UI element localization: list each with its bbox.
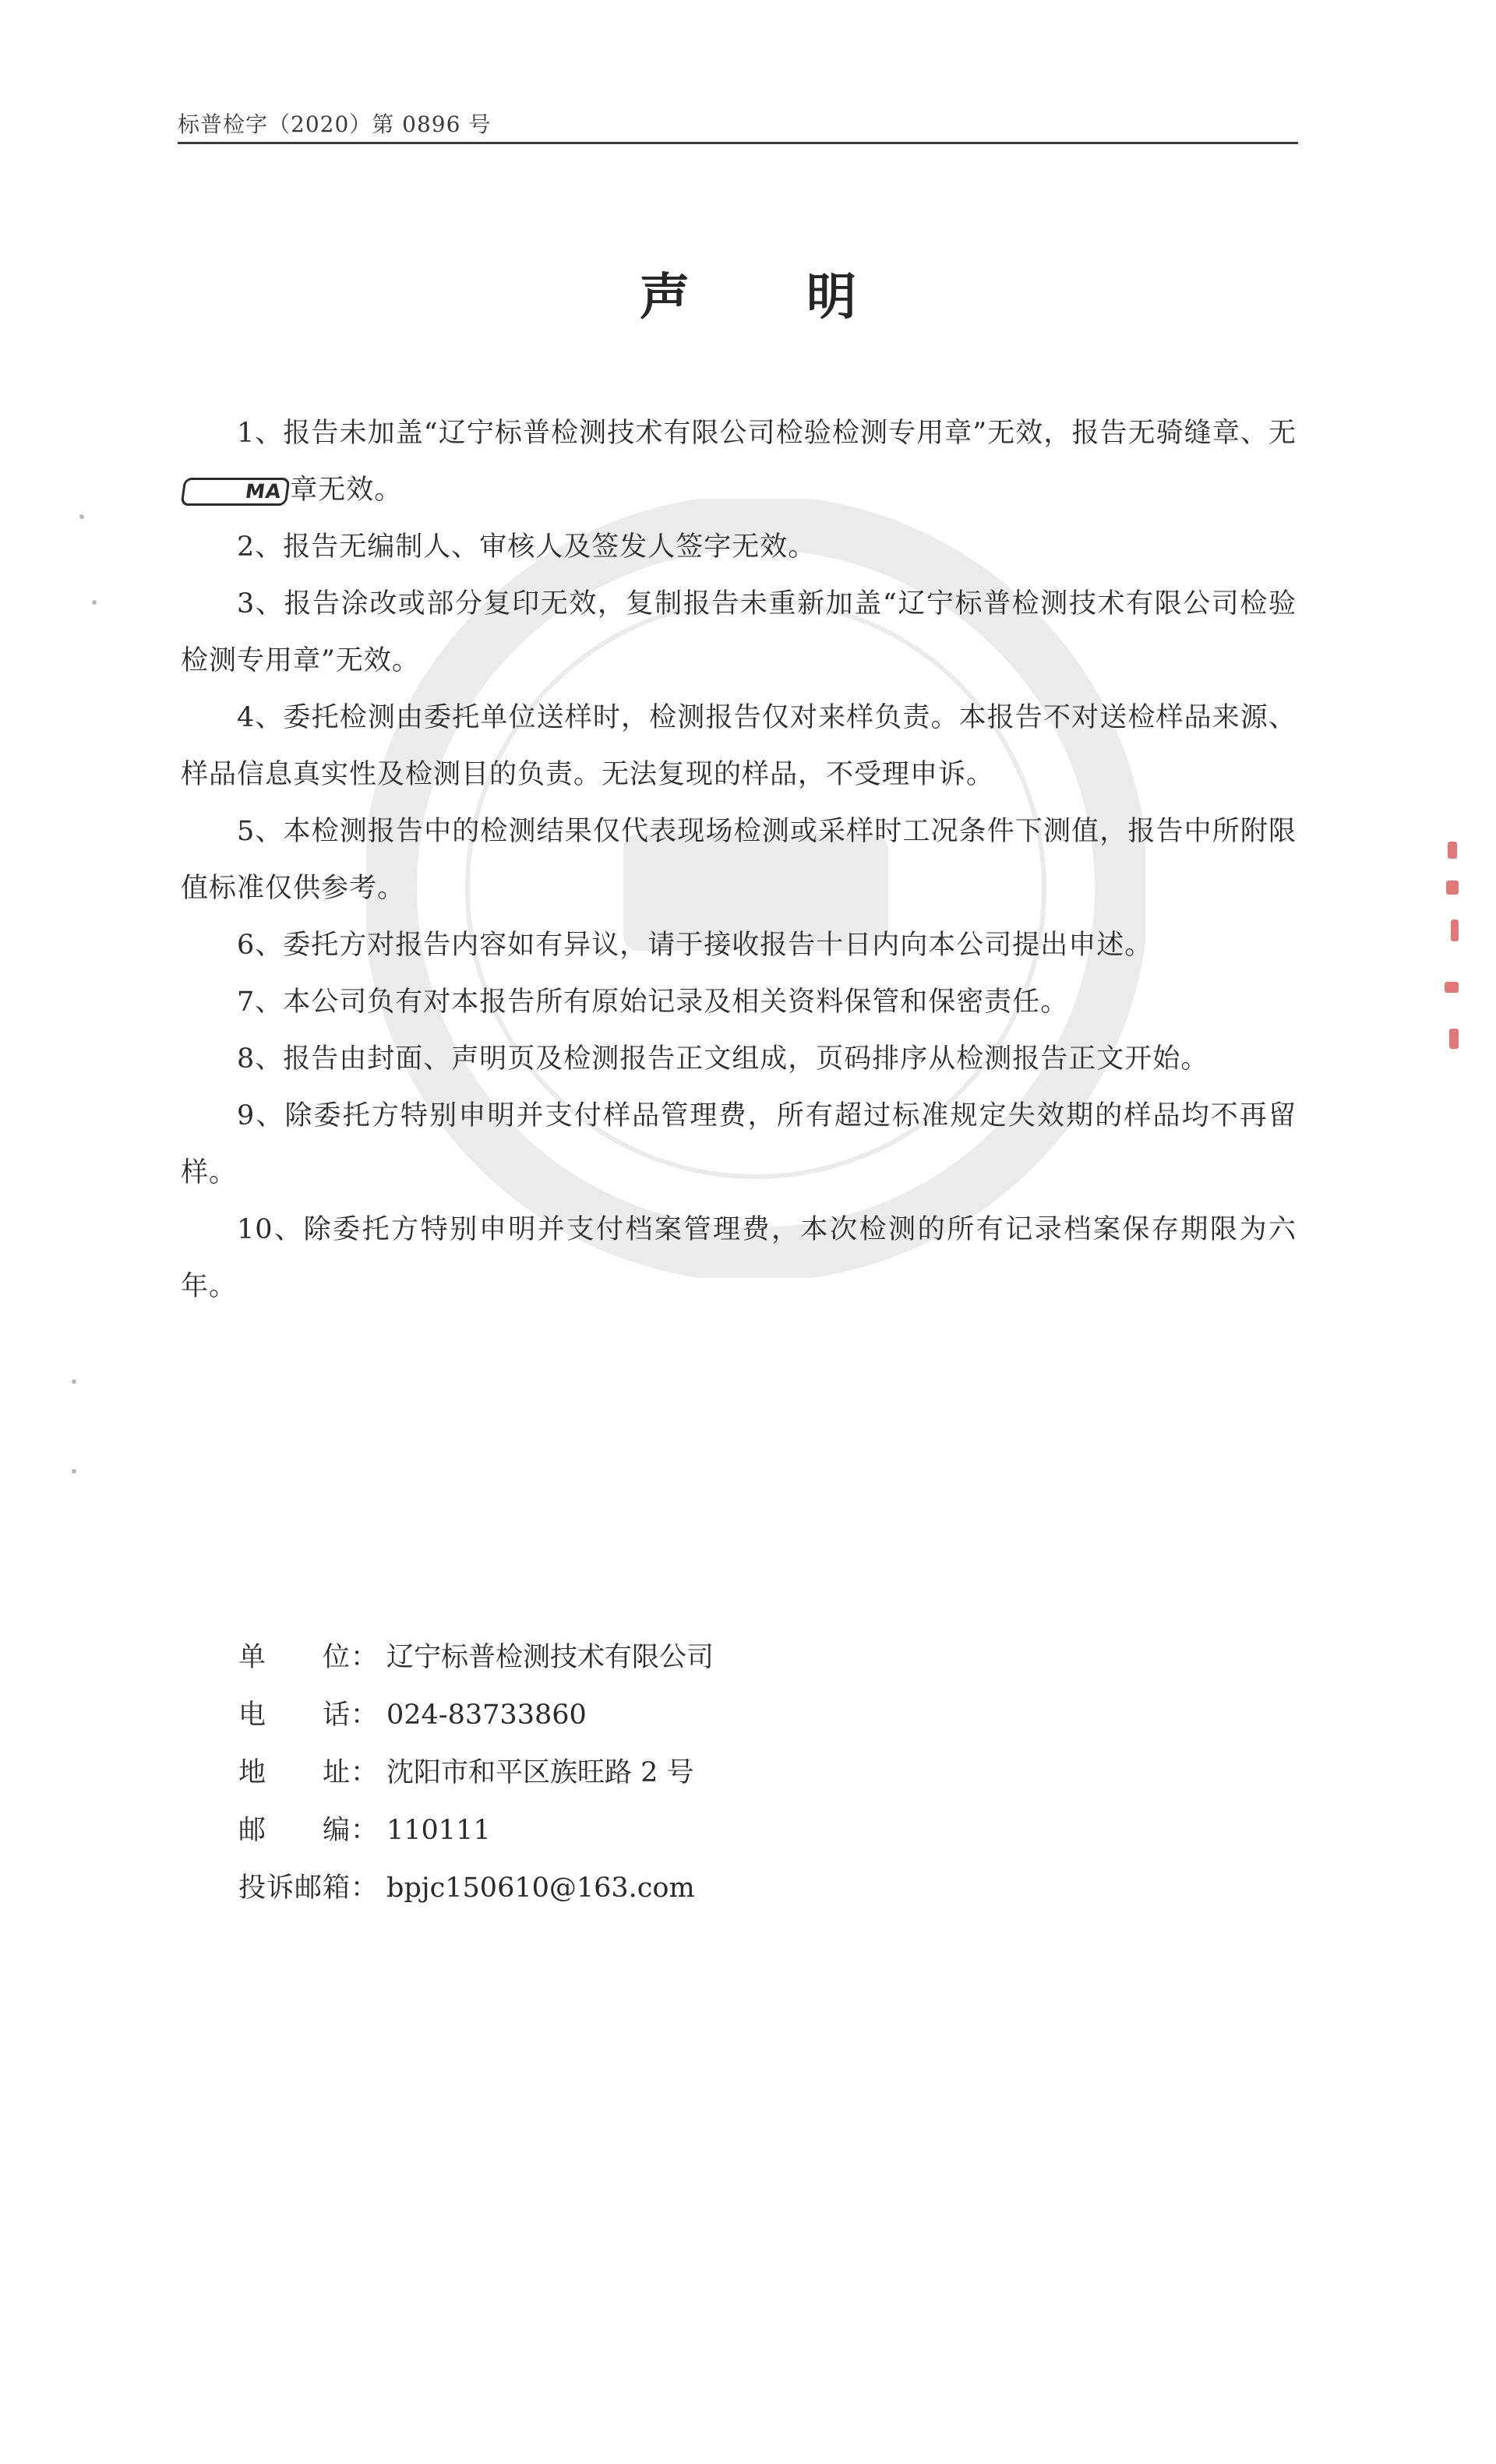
contact-info [238,1629,1173,1917]
statement-10: 10、除委托方特别申明并支付档案管理费，本次检测的所有记录档案保存期限为六年。 [181,1214,1297,1302]
statement-1-text: 1、报告未加盖“辽宁标普检测技术有限公司检验检测专用章”无效，报告无骑缝章、无 [237,418,1297,449]
statement-1 [181,405,1297,519]
header-divider [178,142,1298,144]
scan-speck [92,600,97,605]
statement-8: 8、报告由封面、声明页及检测报告正文组成，页码排序从检测报告正文开始。 [237,1043,1209,1075]
contact-email [238,1859,1173,1917]
statement-4: 4、委托检测由委托单位送样时，检测报告仅对来样负责。本报告不对送检样品来源、样品信息真实性及检测目的负责。无法复现的样品，不受理申诉。 [181,702,1297,790]
statement-5: 5、本检测报告中的检测结果仅代表现场检测或采样时工况条件下测值，报告中所附限值标准仅供参考。 [181,816,1297,904]
scan-speck [72,1379,76,1384]
contact-postcode-label: 邮 编： [238,1815,379,1846]
statement-7: 7、本公司负有对本报告所有原始记录及相关资料保管和保密责任。 [237,987,1069,1018]
contact-address-value: 沈阳市和平区族旺路 2 号 [386,1757,694,1788]
contact-postcode-value: 110111 [386,1815,491,1846]
scan-speck [72,1469,76,1474]
contact-unit-label: 单 位： [238,1642,379,1673]
scan-speck [79,514,84,519]
contact-address [238,1744,1173,1802]
contact-unit-value: 辽宁标普检测技术有限公司 [386,1642,714,1673]
statement-6: 6、委托方对报告内容如有异议，请于接收报告十日内向本公司提出申述。 [237,930,1153,961]
page-title: 声明 [640,268,973,327]
edge-stamp-icon [1440,842,1471,1075]
statement-2: 2、报告无编制人、审核人及签发人签字无效。 [237,531,817,563]
contact-address-label: 地 址： [238,1757,379,1788]
contact-email-value: bpjc150610@163.com [386,1873,695,1904]
cma-mark-icon: MA [180,478,290,506]
statement-3: 3、报告涂改或部分复印无效，复制报告未重新加盖“辽宁标普检测技术有限公司检验检测专用章”无效。 [181,588,1297,676]
contact-phone-value: 024-83733860 [386,1700,587,1731]
contact-phone-label: 电 话： [238,1700,379,1731]
contact-unit [238,1629,1173,1686]
contact-phone [238,1686,1173,1744]
statement-list [181,405,1297,1315]
contact-email-label: 投诉邮箱： [238,1873,379,1904]
report-code: 标普检字（2020）第 0896 号 [178,111,492,137]
statement-9: 9、除委托方特别申明并支付样品管理费，所有超过标准规定失效期的样品均不再留样。 [181,1100,1297,1188]
statement-1-tail: 章无效。 [290,475,403,506]
contact-postcode [238,1802,1173,1859]
